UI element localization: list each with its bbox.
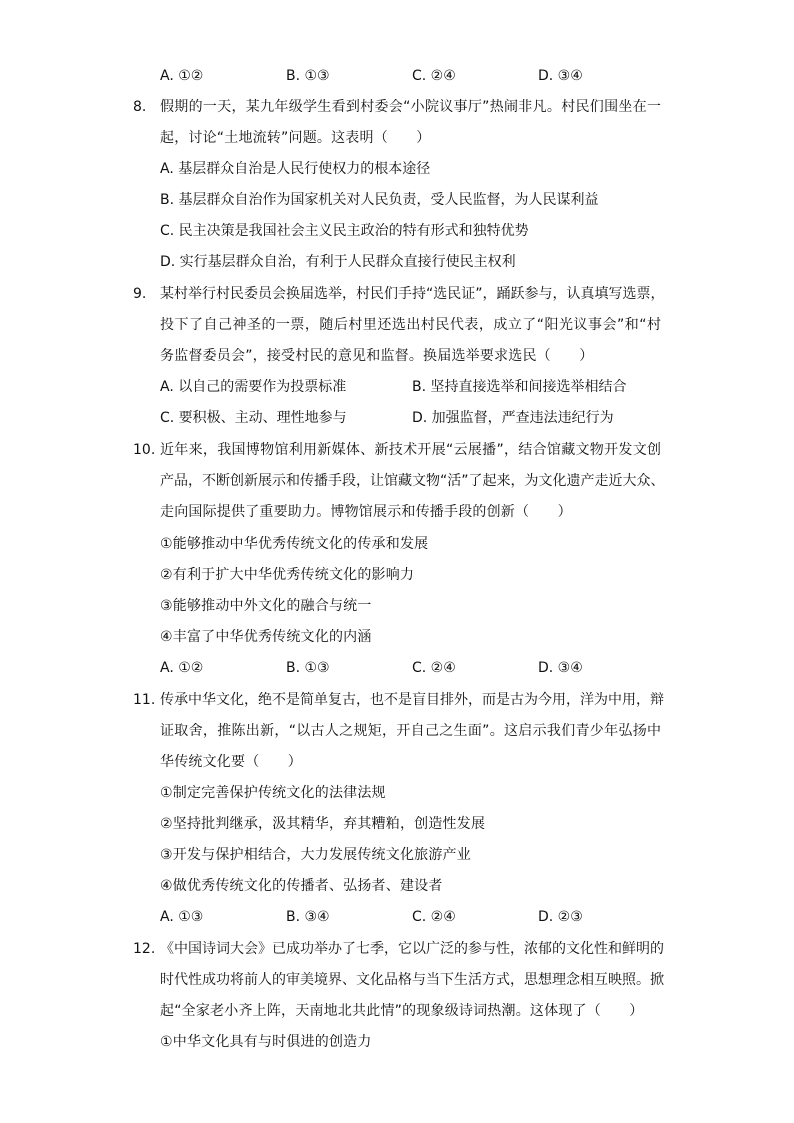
option-b: B. 基层群众自治作为国家机关对人民负责，受人民监督，为人民谋利益: [160, 192, 599, 208]
option-d: D. ③④: [538, 660, 583, 676]
option-a: A. ①③: [160, 909, 204, 925]
question-stem-line: 《中国诗词大会》已成功举办了七季，它以广泛的参与性，浓郁的文化性和鲜明的: [160, 941, 664, 957]
question-number: 8.: [133, 99, 147, 115]
question-stem-line: 华传统文化要（ ）: [160, 754, 302, 770]
question-stem-line: 时代性成功将前人的审美境界、文化品格与当下生活方式，思想理念相互映照。掀: [160, 972, 664, 988]
question-number: 10.: [133, 442, 156, 458]
option-c: C. 要积极、主动、理性地参与: [160, 410, 347, 426]
option-a: A. 以自己的需要作为投票标准: [160, 379, 347, 395]
question-stem-line: 传承中华文化，绝不是简单复古，也不是盲目排外，而是古为今用，洋为中用，辩: [160, 692, 664, 708]
option-b: B. ①③: [286, 660, 330, 676]
option-c: C. ②④: [412, 68, 456, 84]
statement-item: ③开发与保护相结合，大力发展传统文化旅游产业: [160, 847, 471, 863]
question-stem-line: 证取舍，推陈出新，“以古人之规矩，开自己之生面”。这启示我们青少年弘扬中: [160, 723, 661, 739]
option-c: C. ②④: [412, 909, 456, 925]
question-stem-line: 近年来，我国博物馆利用新媒体、新技术开展“云展播”，结合馆藏文物开发文创: [160, 442, 661, 458]
question-number: 11.: [133, 692, 156, 708]
statement-item: ②有利于扩大中华优秀传统文化的影响力: [160, 567, 415, 583]
question-number: 12.: [133, 941, 156, 957]
option-d: D. ③④: [538, 68, 583, 84]
option-d: D. ②③: [538, 909, 583, 925]
option-a: A. 基层群众自治是人民行使权力的根本途径: [160, 161, 431, 177]
statement-item: ③能够推动中外文化的融合与统一: [160, 598, 372, 614]
statement-item: ④做优秀传统文化的传播者、弘扬者、建设者: [160, 878, 443, 894]
option-c: C. ②④: [412, 660, 456, 676]
question-stem-line: 走向国际提供了重要助力。博物馆展示和传播手段的创新（ ）: [160, 504, 572, 520]
question-stem-line: 起“全家老小齐上阵，天南地北共此情”的现象级诗词热潮。这体现了（ ）: [160, 1003, 644, 1019]
option-c: C. 民主决策是我国社会主义民主政治的特有形式和独特优势: [160, 223, 529, 239]
option-a: A. ①②: [160, 660, 204, 676]
option-b: B. 坚持直接选举和间接选举相结合: [412, 379, 627, 395]
question-stem-line: 投下了自己神圣的一票，随后村里还选出村民代表，成立了“阳光议事会”和“村: [160, 317, 661, 333]
question-stem-line: 假期的一天，某九年级学生看到村委会“小院议事厅”热闹非凡。村民们围坐在一: [160, 99, 661, 115]
question-stem-line: 务监督委员会”，接受村民的意见和监督。换届选举要求选民（ ）: [160, 348, 594, 364]
statement-item: ①能够推动中华优秀传统文化的传承和发展: [160, 536, 429, 552]
option-d: D. 加强监督，严查违法违纪行为: [412, 410, 614, 426]
statement-item: ②坚持批判继承，汲其精华，弃其糟粕，创造性发展: [160, 816, 486, 832]
question-stem-line: 起，讨论“土地流转”问题。这表明（ ）: [160, 130, 431, 146]
option-a: A. ①②: [160, 68, 204, 84]
question-number: 9.: [133, 286, 147, 302]
option-b: B. ①③: [286, 68, 330, 84]
question-stem-line: 某村举行村民委员会换届选举，村民们手持“选民证”，踊跃参与，认真填写选票，: [160, 286, 665, 302]
question-stem-line: 产品，不断创新展示和传播手段，让馆藏文物“活”了起来，为文化遗产走近大众、: [160, 473, 665, 489]
statement-item: ①制定完善保护传统文化的法律法规: [160, 785, 386, 801]
statement-item: ①中华文化具有与时俱进的创造力: [160, 1034, 372, 1050]
option-d: D. 实行基层群众自治，有利于人民群众直接行使民主权利: [160, 254, 516, 270]
statement-item: ④丰富了中华优秀传统文化的内涵: [160, 629, 372, 645]
option-b: B. ③④: [286, 909, 330, 925]
